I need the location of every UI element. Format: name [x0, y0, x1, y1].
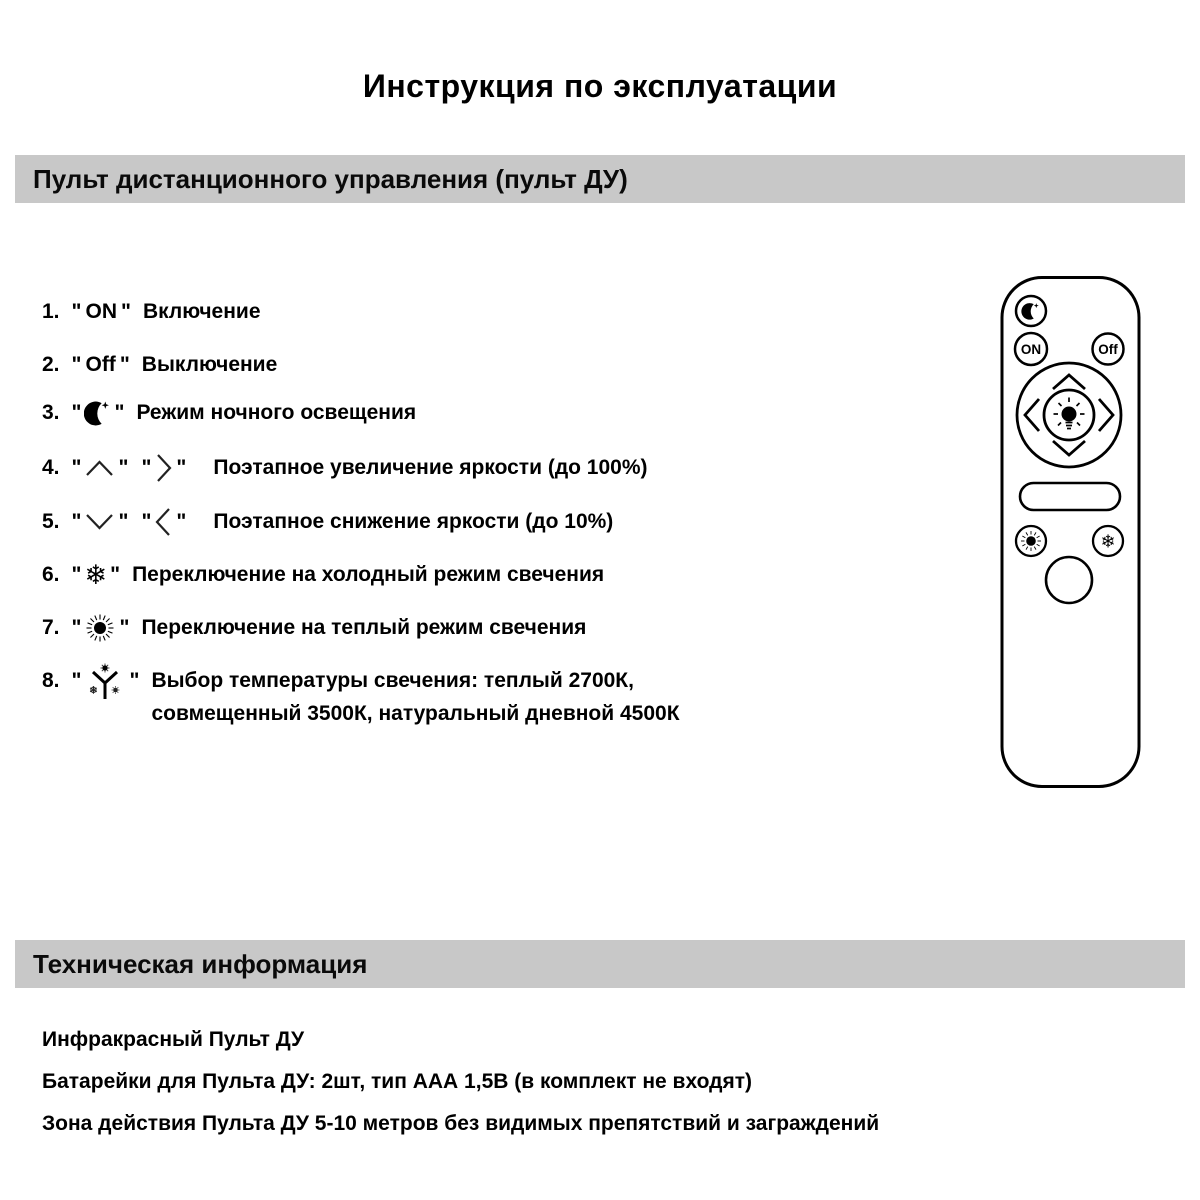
list-item-temperature-select	[42, 664, 680, 730]
list-item-brightness-down	[42, 502, 613, 542]
item-label: Поэтапное снижение яркости (до 10%)	[213, 510, 614, 533]
chevron-right-icon	[154, 452, 173, 484]
quote-mark: "	[141, 510, 152, 533]
night-mode-button	[1016, 296, 1046, 326]
item-label-line2: совмещенный 3500К, натуральный дневной 4500К	[151, 702, 680, 725]
quote-mark: "	[119, 353, 130, 376]
remote-control-illustration	[999, 275, 1143, 791]
tech-line-range: Зона действия Пульта ДУ 5-10 метров без видимых препятствий и заграждений	[42, 1112, 880, 1135]
quote-mark: "	[110, 563, 121, 586]
chevron-down-icon	[84, 512, 115, 532]
remote-off-button	[1093, 334, 1124, 365]
item-label: Режим ночного освещения	[136, 401, 417, 424]
dpad-control	[1017, 363, 1121, 467]
sun-icon	[84, 612, 116, 644]
off-keyword: Off	[85, 353, 116, 376]
svg-text:❄: ❄	[1100, 531, 1116, 552]
item-label: Переключение на теплый режим свечения	[141, 616, 587, 639]
quote-mark: "	[71, 510, 82, 533]
chevron-up-icon	[84, 458, 115, 478]
quote-mark: "	[176, 456, 187, 479]
mini-sun-right	[112, 686, 120, 694]
item-label: Выключение	[141, 353, 278, 376]
moon-icon	[84, 400, 111, 427]
quote-mark: "	[129, 669, 140, 692]
quote-mark: "	[141, 456, 152, 479]
quote-mark: "	[176, 510, 187, 533]
item-number: 2.	[42, 353, 60, 376]
quote-mark: "	[114, 401, 125, 424]
item-number: 7.	[42, 616, 60, 639]
quote-mark: "	[71, 353, 82, 376]
snowflake-icon: ❄	[84, 560, 108, 590]
remote-cold-button	[1093, 526, 1123, 556]
list-item-cold-mode	[42, 555, 604, 595]
item-number: 3.	[42, 401, 60, 424]
on-keyword: ON	[85, 300, 117, 323]
list-item-warm-mode	[42, 608, 586, 648]
section-header-remote	[15, 155, 1185, 203]
item-label: Переключение на холодный режим свечения	[132, 563, 605, 586]
list-item-on	[42, 292, 261, 332]
tech-line-ir: Инфракрасный Пульт ДУ	[42, 1028, 305, 1051]
mini-snowflake: ❄	[89, 685, 99, 697]
svg-text:Off: Off	[1098, 342, 1118, 357]
list-item-night-mode	[42, 393, 416, 433]
quote-mark: "	[71, 456, 82, 479]
remote-warm-button	[1016, 526, 1046, 556]
temperature-select-icon	[84, 662, 126, 704]
item-label: Включение	[142, 300, 261, 323]
item-number: 5.	[42, 510, 60, 533]
section-header-remote-label: Пульт дистанционного управления (пульт ДУ)	[33, 164, 628, 194]
svg-text:ON: ON	[1020, 342, 1042, 357]
quote-mark: "	[120, 300, 131, 323]
quote-mark: "	[71, 616, 82, 639]
tech-line-batteries: Батарейки для Пульта ДУ: 2шт, тип ААА 1,5В (в комплект не входят)	[42, 1070, 753, 1093]
quote-mark: "	[71, 563, 82, 586]
item-number: 4.	[42, 456, 60, 479]
quote-mark: "	[119, 616, 130, 639]
section-header-tech-label: Техническая информация	[33, 949, 368, 979]
quote-mark: "	[118, 456, 129, 479]
remote-blank-button	[1046, 557, 1092, 603]
quote-mark: "	[118, 510, 129, 533]
item-number: 1.	[42, 300, 60, 323]
quote-mark: "	[71, 401, 82, 424]
page-title: Инструкция по эксплуатации	[362, 68, 838, 104]
section-header-tech	[15, 940, 1185, 988]
quote-mark: "	[71, 669, 82, 692]
remote-pill-button	[1020, 483, 1120, 510]
mini-sun-top	[101, 664, 110, 673]
list-item-brightness-up	[42, 448, 648, 488]
item-label: Поэтапное увеличение яркости (до 100%)	[213, 456, 648, 479]
list-item-off	[42, 345, 277, 385]
quote-mark: "	[71, 300, 82, 323]
item-number: 6.	[42, 563, 60, 586]
item-label-line1: Выбор температуры свечения: теплый 2700К,	[151, 669, 634, 692]
item-number: 8.	[42, 669, 60, 692]
remote-on-button	[1015, 333, 1047, 365]
chevron-left-icon	[154, 506, 173, 538]
